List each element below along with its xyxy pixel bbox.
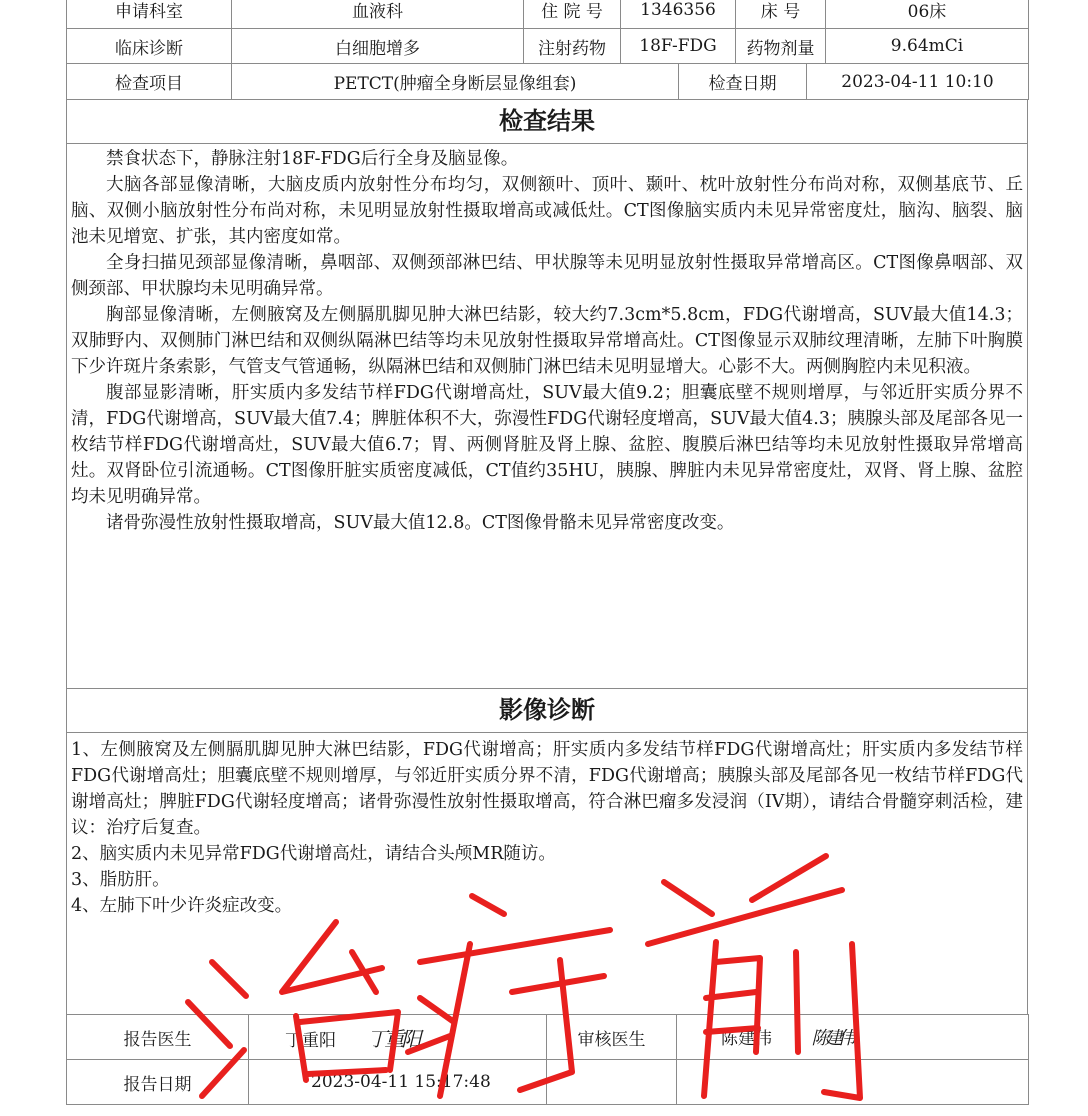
diagnosis-section [66,688,1028,1014]
admission-no-label: 住 院 号 [524,0,621,29]
signature-row [67,1015,1029,1060]
admission-no-value: 1346356 [621,0,736,29]
report-date-value: 2023-04-11 15:17:48 [249,1060,547,1105]
signature-row [67,1060,1029,1105]
department-value: 血液科 [232,0,524,29]
findings-title: 检查结果 [67,99,1027,144]
findings-paragraph: 全身扫描见颈部显像清晰，鼻咽部、双侧颈部淋巴结、甲状腺等未见明显放射性摄取异常增高区。CT图像鼻咽部、双侧颈部、甲状腺均未见明确异常。 [71,253,1023,299]
report-doctor-label: 报告医生 [67,1015,249,1060]
exam-item-value: PETCT(肿瘤全身断层显像组套) [232,64,679,100]
clinical-diagnosis-label: 临床诊断 [67,29,232,64]
clinical-diagnosis-value: 白细胞增多 [232,29,524,64]
report-doctor-signature: 丁重阳 [367,1026,419,1051]
diagnosis-item: 4、左肺下叶少许炎症改变。 [71,896,293,916]
exam-date-value: 2023-04-11 10:10 [807,64,1029,100]
signature-table [66,1014,1029,1105]
info-row [67,0,1029,29]
review-doctor-cell [677,1015,1029,1060]
diagnosis-title: 影像诊断 [67,688,1027,733]
report-doctor-name: 丁重阳 [285,1030,336,1051]
injected-drug-label: 注射药物 [524,29,621,64]
patient-info-table [66,0,1029,64]
diagnosis-body [67,733,1027,919]
injected-drug-value: 18F-FDG [621,29,736,64]
dose-label: 药物剂量 [736,29,826,64]
info-row [67,64,1029,100]
findings-section [66,99,1028,689]
bed-label: 床 号 [736,0,826,29]
findings-paragraph: 禁食状态下，静脉注射18F-FDG后行全身及脑显像。 [106,149,519,169]
review-doctor-label: 审核医生 [547,1015,677,1060]
report-doctor-cell [249,1015,547,1060]
exam-item-label: 检查项目 [67,64,232,100]
exam-date-label: 检查日期 [679,64,807,100]
review-doctor-name: 陈建伟 [721,1029,772,1049]
findings-body [67,144,1027,536]
findings-paragraph: 诸骨弥漫性放射性摄取增高，SUV最大值12.8。CT图像骨骼未见异常密度改变。 [106,513,735,533]
diagnosis-item: 2、脑实质内未见异常FDG代谢增高灶，请结合头颅MR随访。 [71,844,556,864]
report-date-label: 报告日期 [67,1060,249,1105]
empty-cell [677,1060,1029,1105]
diagnosis-item: 3、脂肪肝。 [71,870,170,890]
dose-value: 9.64mCi [826,29,1029,64]
findings-paragraph: 大脑各部显像清晰，大脑皮质内放射性分布均匀，双侧额叶、顶叶、颞叶、枕叶放射性分布尚对称，双侧基底节、丘脑、双侧小脑放射性分布尚对称，未见明显放射性摄取增高或减低灶。CT图像脑实质内未见异常密度灶，脑沟、脑裂、脑池未见增宽、扩张，其内密度如常。 [71,175,1023,247]
findings-paragraph: 腹部显影清晰，肝实质内多发结节样FDG代谢增高灶，SUV最大值9.2；胆囊底壁不规则增厚，与邻近肝实质分界不清，FDG代谢增高，SUV最大值7.4；脾脏体积不大，弥漫性FDG代谢轻度增高，SUV最大值4.3；胰腺头部及尾部各见一枚结节样FDG代谢增高灶，SUV最大值6.7；胃、两侧肾脏及肾上腺、盆腔、腹膜后淋巴结等均未见放射性摄取异常增高灶。双肾卧位引流通畅。CT图像肝脏实质密度减低，CT值约35HU，胰腺、脾脏内未见异常密度灶，双肾、肾上腺、盆腔均未见明确异常。 [71,383,1023,507]
diagnosis-item: 1、左侧腋窝及左侧膈肌脚见肿大淋巴结影，FDG代谢增高；肝实质内多发结节样FDG代谢增高灶；肝实质内多发结节样FDG代谢增高灶；胆囊底壁不规则增厚，与邻近肝实质分界不清，FDG代谢增高；胰腺头部及尾部各见一枚结节样FDG代谢增高灶；脾脏FDG代谢轻度增高；诸骨弥漫性放射性摄取增高，符合淋巴瘤多发浸润（IV期），请结合骨髓穿刺活检，建议：治疗后复查。 [71,740,1023,838]
info-row [67,29,1029,64]
department-label: 申请科室 [67,0,232,29]
exam-info-table [66,63,1029,100]
empty-cell [547,1060,677,1105]
bed-value: 06床 [826,0,1029,29]
findings-paragraph: 胸部显像清晰，左侧腋窝及左侧膈肌脚见肿大淋巴结影，较大约7.3cm*5.8cm，FDG代谢增高，SUV最大值14.3；双肺野内、双侧肺门淋巴结和双侧纵隔淋巴结等均未见放射性摄取异常增高灶。CT图像显示双肺纹理清晰，左肺下叶胸膜下少许斑片条索影，气管支气管通畅，纵隔淋巴结和双侧肺门淋巴结未见明显增大。心影不大。两侧胸腔内未见积液。 [71,305,1023,377]
report-sheet [66,0,1028,1098]
review-doctor-signature: 陈建伟 [811,1028,851,1049]
